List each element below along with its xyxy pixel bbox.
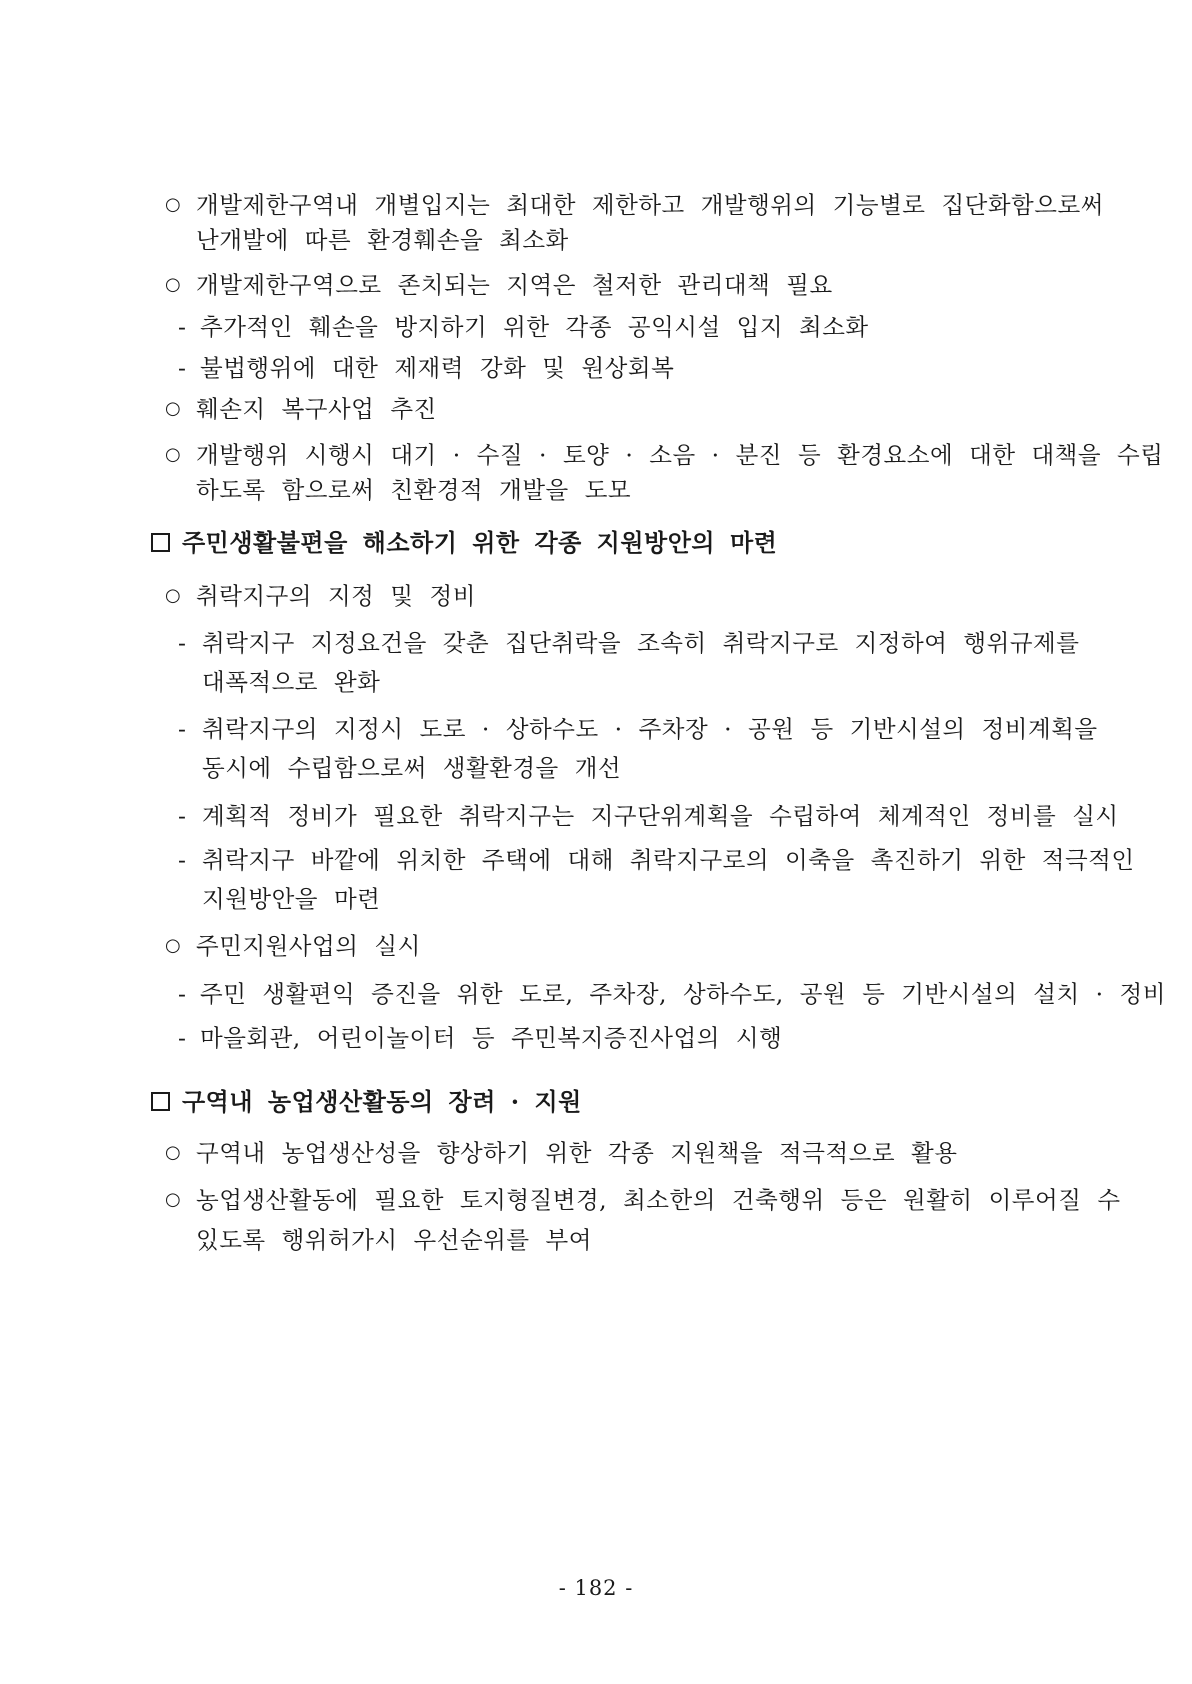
text-line: 대폭적으로 완화: [202, 668, 381, 696]
text-line: 난개발에 따른 환경훼손을 최소화: [196, 226, 569, 254]
dash-bullet: -: [178, 802, 186, 830]
text-line: 농업생산활동에 필요한 토지형질변경, 최소한의 건축행위 등은 원활히 이루어질 수: [196, 1186, 1121, 1214]
circle-bullet: ○: [165, 398, 181, 419]
text-line: 구역내 농업생산성을 향상하기 위한 각종 지원책을 적극적으로 활용: [196, 1139, 958, 1167]
text-line: 취락지구 바깥에 위치한 주택에 대해 취락지구로의 이축을 촉진하기 위한 적극적인: [202, 846, 1135, 874]
text-line: 개발행위 시행시 대기 · 수질 · 토양 · 소음 · 분진 등 환경요소에 대한 대책을 수립: [196, 441, 1164, 469]
text-line: 계획적 정비가 필요한 취락지구는 지구단위계획을 수립하여 체계적인 정비를 실시: [202, 802, 1119, 830]
text-line: 주민지원사업의 실시: [196, 932, 421, 960]
text-line: 훼손지 복구사업 추진: [196, 395, 437, 423]
dash-bullet: -: [178, 313, 186, 341]
circle-bullet: ○: [165, 1189, 181, 1210]
text-line: 지원방안을 마련: [202, 885, 381, 913]
text-line: 있도록 행위허가시 우선순위를 부여: [196, 1226, 592, 1254]
circle-bullet: ○: [165, 935, 181, 956]
section-heading: 구역내 농업생산활동의 장려 · 지원: [182, 1087, 582, 1116]
dash-bullet: -: [178, 980, 186, 1008]
text-line: 동시에 수립함으로써 생활환경을 개선: [202, 754, 622, 782]
dash-bullet: -: [178, 715, 186, 743]
circle-bullet: ○: [165, 194, 181, 215]
text-line: 추가적인 훼손을 방지하기 위한 각종 공익시설 입지 최소화: [200, 313, 869, 341]
checkbox-square-icon: [151, 533, 170, 552]
dash-bullet: -: [178, 1024, 186, 1052]
page-number: - 182 -: [558, 1576, 634, 1600]
circle-bullet: ○: [165, 274, 181, 295]
text-line: 불법행위에 대한 제재력 강화 및 원상회복: [200, 354, 675, 382]
dash-bullet: -: [178, 846, 186, 874]
text-line: 개발제한구역으로 존치되는 지역은 철저한 관리대책 필요: [196, 271, 833, 299]
text-line: 취락지구의 지정시 도로 · 상하수도 · 주차장 · 공원 등 기반시설의 정비계획을: [202, 715, 1098, 743]
circle-bullet: ○: [165, 444, 181, 465]
text-line: 하도록 함으로써 친환경적 개발을 도모: [196, 476, 632, 504]
circle-bullet: ○: [165, 585, 181, 606]
text-line: 취락지구 지정요건을 갖춘 집단취락을 조속히 취락지구로 지정하여 행위규제를: [202, 629, 1080, 657]
dash-bullet: -: [178, 629, 186, 657]
text-line: 취락지구의 지정 및 정비: [196, 582, 476, 610]
text-line: 마을회관, 어린이놀이터 등 주민복지증진사업의 시행: [200, 1024, 783, 1052]
circle-bullet: ○: [165, 1142, 181, 1163]
dash-bullet: -: [178, 354, 186, 382]
section-heading: 주민생활불편을 해소하기 위한 각종 지원방안의 마련: [182, 528, 778, 557]
checkbox-square-icon: [151, 1092, 170, 1111]
text-line: 개발제한구역내 개별입지는 최대한 제한하고 개발행위의 기능별로 집단화함으로써: [196, 191, 1104, 219]
text-line: 주민 생활편익 증진을 위한 도로, 주차장, 상하수도, 공원 등 기반시설의 설치 · 정비: [200, 980, 1166, 1008]
